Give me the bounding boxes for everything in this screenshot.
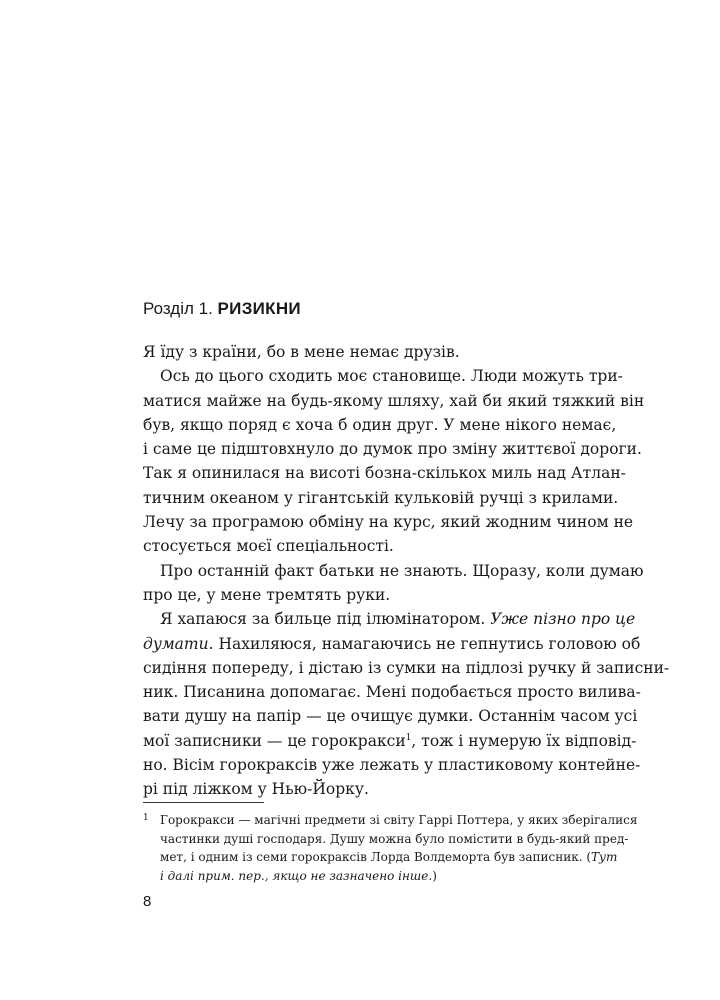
footnote-line: Горокракси — магічні предмети зі світу Гаррі Поттера, у яких зберігалися — [160, 813, 638, 827]
text-line: Лечу за програмою обміну на курс, який жодним чином не — [143, 513, 634, 532]
text-segment: , тож і нумерую їх відповід- — [411, 731, 637, 750]
text-line — [143, 729, 637, 753]
chapter-heading — [143, 299, 301, 319]
text-line: матися майже на будь-якому шляху, хай би який тяжкий він — [143, 391, 645, 410]
footnote-line: частинки душі господаря. Душу можна було помістити в будь-який пред- — [160, 831, 629, 846]
body-text — [143, 340, 670, 802]
page-number: 8 — [143, 893, 152, 910]
footnote-reference[interactable]: 1 — [405, 732, 412, 743]
text-line — [143, 632, 641, 656]
italic-segment: Уже пізно про це — [490, 610, 636, 629]
italic-segment: і далі прим. пер., якщо не зазначено інше. — [160, 868, 433, 883]
footnote-number: 1 — [143, 813, 149, 823]
footnote — [143, 811, 638, 885]
text-segment: ) — [432, 868, 437, 883]
text-line: Я їду з країни, бо в мене немає друзів. — [143, 343, 460, 361]
italic-segment: Тут — [591, 850, 618, 865]
text-segment: мет, і одним із семи горокраксів Лорда Волдеморта був записник. ( — [160, 850, 592, 865]
footnote-line — [143, 867, 580, 886]
text-segment: Я хапаюся за бильце під ілюмінатором. — [160, 610, 491, 629]
text-line: Так я опинилася на висоті бозна-скількох миль над Атлан- — [143, 464, 626, 483]
text-line: Про останній факт батьки не знають. Щоразу, коли думаю — [160, 561, 644, 580]
text-line: рі під ліжком у Нью-Йорку. — [143, 780, 369, 799]
text-line: тичним океаном у гігантській кульковій ручці з крилами. — [143, 488, 619, 507]
chapter-title: РИЗИКНИ — [217, 299, 301, 318]
text-line: стосується моєї спеціальності. — [143, 537, 394, 556]
text-line: вати душу на папір — це очищує думки. Останнім часом усі — [143, 707, 638, 726]
text-line: сидіння попереду, і дістаю із сумки на підлозі ручку й записни- — [143, 658, 670, 677]
text-segment: . Нахиляюся, намагаючись не гепнутись головою об — [208, 634, 641, 653]
text-line: про це, у мене тремтять руки. — [143, 585, 391, 604]
text-line — [143, 607, 636, 631]
text-line: но. Вісім горокраксів уже лежать у пластиковому контейне- — [143, 756, 641, 775]
text-line: і саме це підштовхнуло до думок про зміну життєвої дороги. — [143, 440, 642, 459]
text-line: ник. Писанина допомагає. Мені подобається просто вилива- — [143, 683, 641, 702]
text-line: Ось до цього сходить моє становище. Люди можуть три- — [160, 367, 623, 386]
text-segment: мої записники — це горокракси — [143, 731, 406, 750]
text-line: був, якщо поряд є хоча б один друг. У мене нікого немає, — [143, 415, 617, 434]
italic-segment: думати — [143, 634, 209, 653]
chapter-prefix: Розділ 1. — [143, 299, 218, 318]
footnote-line — [143, 848, 618, 867]
footnote-divider — [143, 802, 264, 803]
